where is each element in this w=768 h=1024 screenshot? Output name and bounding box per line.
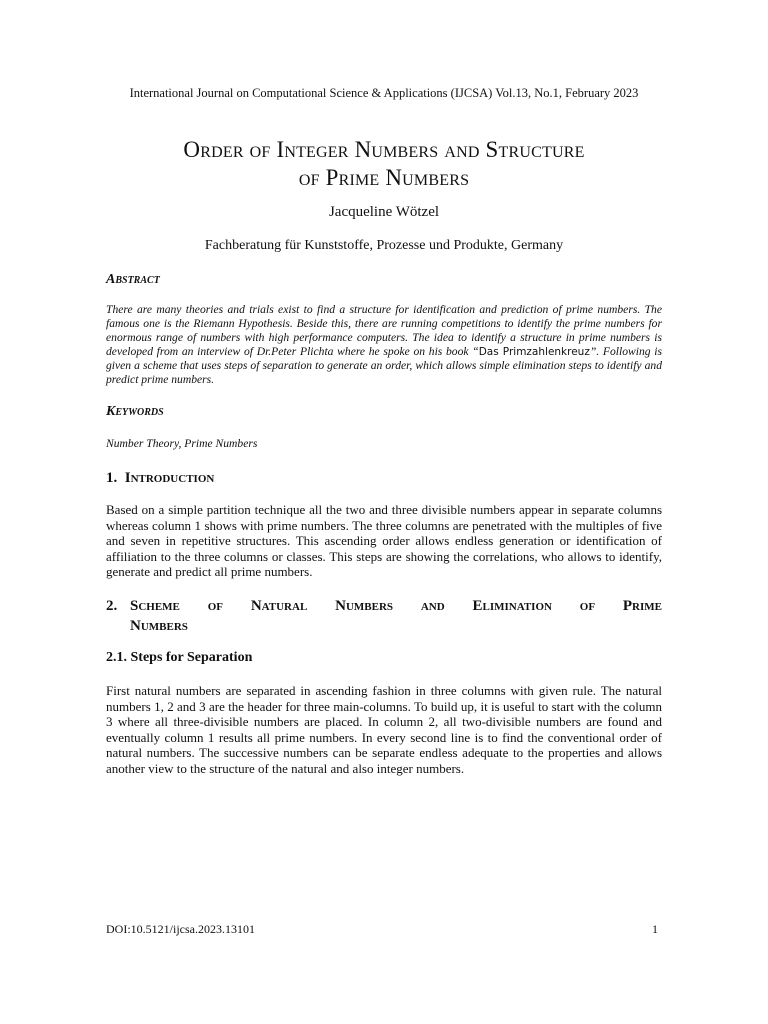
footer-page-number: 1 bbox=[652, 922, 658, 936]
abstract-text-part-2: ”. Following is given a scheme that uses steps of separation to generate an order, which allows simple elimination steps to identify and predict prime numbers. bbox=[106, 345, 662, 386]
section-1-heading bbox=[106, 468, 662, 488]
abstract-heading: Abstract bbox=[106, 272, 160, 287]
section-2-number: 2. bbox=[106, 598, 118, 614]
section-2-heading bbox=[106, 596, 662, 636]
keywords-heading: Keywords bbox=[106, 404, 164, 419]
author-name: Jacqueline Wötzel bbox=[328, 204, 440, 220]
section-1-title: Introduction bbox=[124, 470, 215, 486]
title-line-2: of Prime Numbers bbox=[298, 165, 470, 190]
section-2-title-line-1: Scheme of Natural Numbers and Elimination of Prime bbox=[130, 598, 662, 614]
introduction-text: Based on a simple partition technique all the two and three divisible numbers appear in separate columns whereas column 1 shows with prime numbers. The three columns are penetrated with the multiples of five and seven in repetitive structures. This ascending order allows endless generation or identification of affiliation to the three columns or classes. This steps are showing the correlations, who allows to identify, generate and predict all prime numbers. bbox=[106, 502, 662, 579]
subsection-2-1-heading: 2.1. Steps for Separation bbox=[106, 650, 253, 665]
steps-for-separation-text: First natural numbers are separated in ascending fashion in three columns with given rule. The natural numbers 1, 2 and 3 are the header for three main-columns. To build up, it is useful to start with the column 3 where all three-divisible numbers are placed. In column 2, all two-divisible numbers are found and eventually column 1 results all prime numbers. In every second line is to find the conventional order of natural numbers. The successive numbers can be separate endless adequate to the properties and allows another view to the structure of the natural and also integer numbers. bbox=[106, 683, 662, 776]
footer-doi: DOI:10.5121/ijcsa.2023.13101 bbox=[106, 922, 255, 936]
abstract-text bbox=[106, 303, 662, 387]
abstract-text-part-1: There are many theories and trials exist to find a structure for identification and prediction of prime numbers. The famous one is the Riemann Hypothesis. Beside this, there are running competitions to identify the prime numbers for enormous range of numbers with high performance computers. The idea to identify a structure in prime numbers is developed from an interview of Dr.Peter Plichta where he spoke on his book “ bbox=[106, 303, 662, 358]
section-2-title-line-2: Numbers bbox=[130, 618, 188, 634]
abstract-book-title: Das Primzahlenkreuz bbox=[478, 346, 590, 358]
section-1-number: 1. bbox=[106, 470, 118, 486]
title-line-1: Order of Integer Numbers and Structure bbox=[183, 137, 585, 162]
author-affiliation: Fachberatung für Kunststoffe, Prozesse und Produkte, Germany bbox=[204, 238, 564, 253]
keywords-text: Number Theory, Prime Numbers bbox=[106, 437, 258, 450]
paper-title bbox=[80, 136, 688, 192]
running-header: International Journal on Computational Science & Applications (IJCSA) Vol.13, No.1, February 2023 bbox=[129, 86, 639, 100]
